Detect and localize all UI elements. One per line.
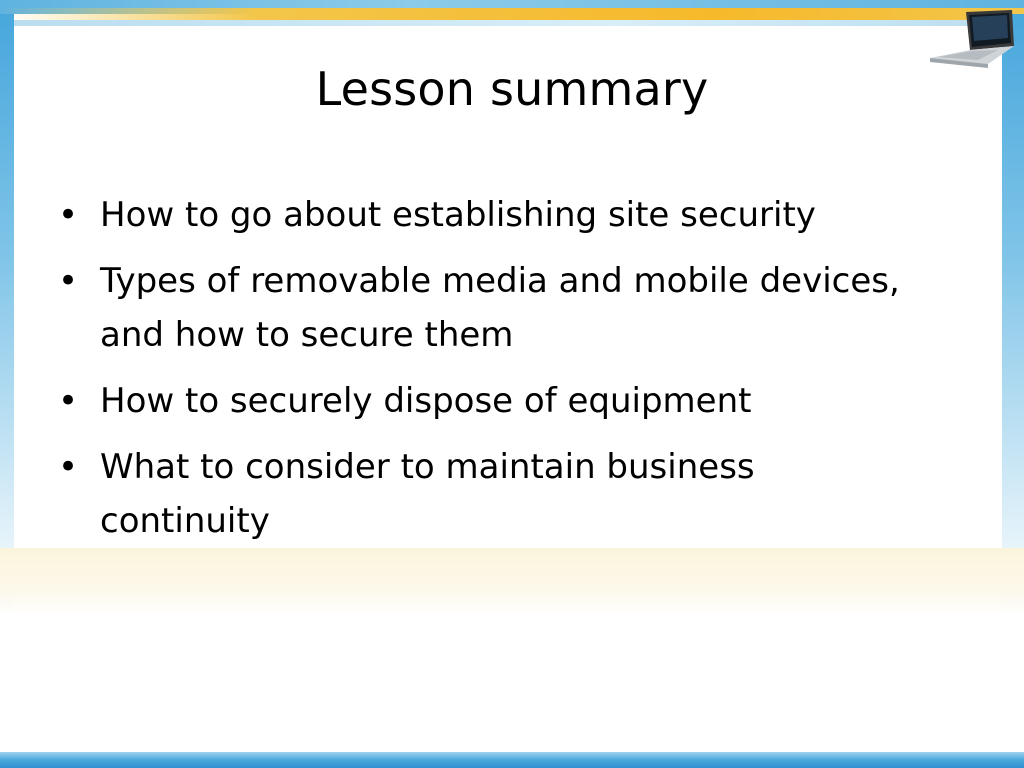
bullet-item (58, 374, 918, 428)
bullet-item (58, 254, 918, 362)
bullet-item (58, 188, 918, 242)
bullet-text: What to consider to maintain business continuity (100, 447, 755, 541)
bullet-text: Types of removable media and mobile devices, and how to secure them (100, 261, 900, 355)
bullet-dot-icon: • (58, 381, 79, 421)
slide-title: Lesson summary (315, 62, 709, 116)
bullet-list (58, 188, 918, 560)
bottom-bar (0, 752, 1024, 768)
bullet-text: How to go about establishing site security (100, 195, 816, 235)
bullet-dot-icon: • (58, 261, 79, 301)
bullet-text: How to securely dispose of equipment (100, 381, 752, 421)
bullet-dot-icon: • (58, 447, 79, 487)
bullet-dot-icon: • (58, 195, 79, 235)
bullet-item (58, 440, 918, 548)
